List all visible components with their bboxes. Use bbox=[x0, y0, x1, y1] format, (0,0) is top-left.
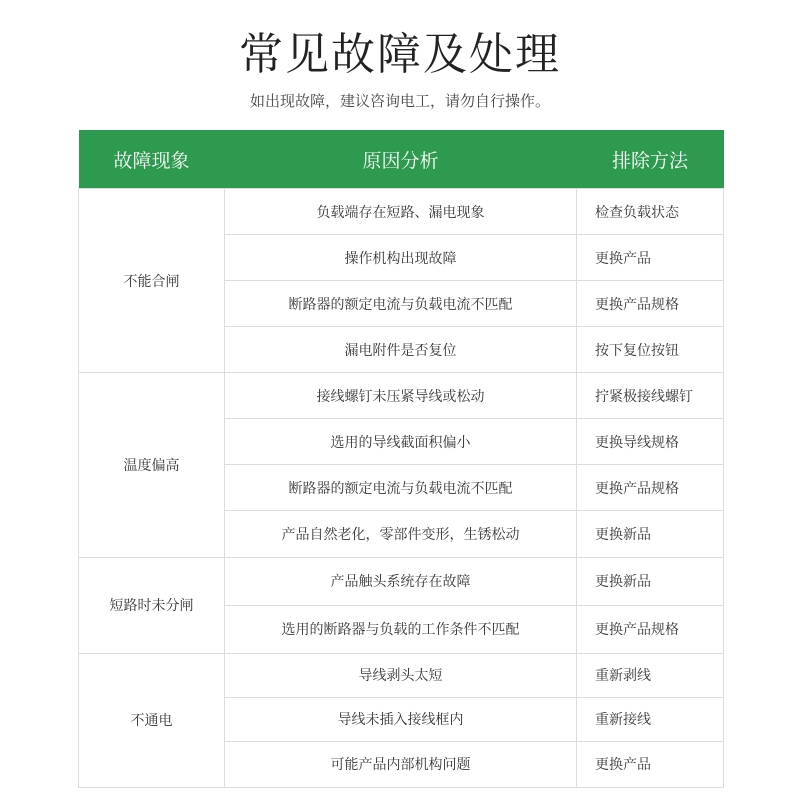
fix-cell: 按下复位按钮 bbox=[577, 327, 724, 373]
fix-cell: 检查负载状态 bbox=[577, 189, 724, 235]
fix-cell: 更换产品规格 bbox=[577, 605, 724, 653]
cause-cell: 导线剥头太短 bbox=[225, 653, 577, 697]
cause-cell: 产品触头系统存在故障 bbox=[225, 557, 577, 605]
symptom-cell: 短路时未分闸 bbox=[79, 557, 225, 653]
table-row bbox=[79, 557, 724, 605]
header-cause: 原因分析 bbox=[225, 130, 577, 189]
cause-cell: 选用的断路器与负载的工作条件不匹配 bbox=[225, 605, 577, 653]
page-subtitle: 如出现故障，建议咨询电工，请勿自行操作。 bbox=[249, 92, 550, 110]
header-symptom: 故障现象 bbox=[79, 130, 225, 189]
cause-cell: 产品自然老化，零部件变形，生锈松动 bbox=[225, 511, 577, 557]
fix-cell: 重新剥线 bbox=[577, 653, 724, 697]
table-row bbox=[79, 653, 724, 697]
fix-cell: 更换产品规格 bbox=[577, 281, 724, 327]
cause-cell: 操作机构出现故障 bbox=[225, 235, 577, 281]
cause-cell: 接线螺钉未压紧导线或松动 bbox=[225, 373, 577, 419]
fix-cell: 拧紧极接线螺钉 bbox=[577, 373, 724, 419]
cause-cell: 断路器的额定电流与负载电流不匹配 bbox=[225, 465, 577, 511]
header-fix: 排除方法 bbox=[577, 130, 724, 189]
fix-cell: 更换产品 bbox=[577, 235, 724, 281]
fix-cell: 更换导线规格 bbox=[577, 419, 724, 465]
cause-cell: 选用的导线截面积偏小 bbox=[225, 419, 577, 465]
table-row bbox=[79, 189, 724, 235]
fix-cell: 更换新品 bbox=[577, 511, 724, 557]
symptom-cell: 不能合闸 bbox=[79, 189, 225, 373]
table-header-row bbox=[79, 130, 724, 189]
fix-cell: 更换新品 bbox=[577, 557, 724, 605]
fix-cell: 更换产品规格 bbox=[577, 465, 724, 511]
fix-cell: 更换产品 bbox=[577, 741, 724, 787]
fix-cell: 重新接线 bbox=[577, 697, 724, 741]
cause-cell: 断路器的额定电流与负载电流不匹配 bbox=[225, 281, 577, 327]
cause-cell: 导线未插入接线框内 bbox=[225, 697, 577, 741]
symptom-cell: 温度偏高 bbox=[79, 373, 225, 557]
cause-cell: 漏电附件是否复位 bbox=[225, 327, 577, 373]
page-title: 常见故障及处理 bbox=[239, 29, 561, 80]
symptom-cell: 不通电 bbox=[79, 653, 225, 787]
table-row bbox=[79, 373, 724, 419]
fault-table bbox=[78, 130, 724, 788]
cause-cell: 可能产品内部机构问题 bbox=[225, 741, 577, 787]
cause-cell: 负载端存在短路、漏电现象 bbox=[225, 189, 577, 235]
